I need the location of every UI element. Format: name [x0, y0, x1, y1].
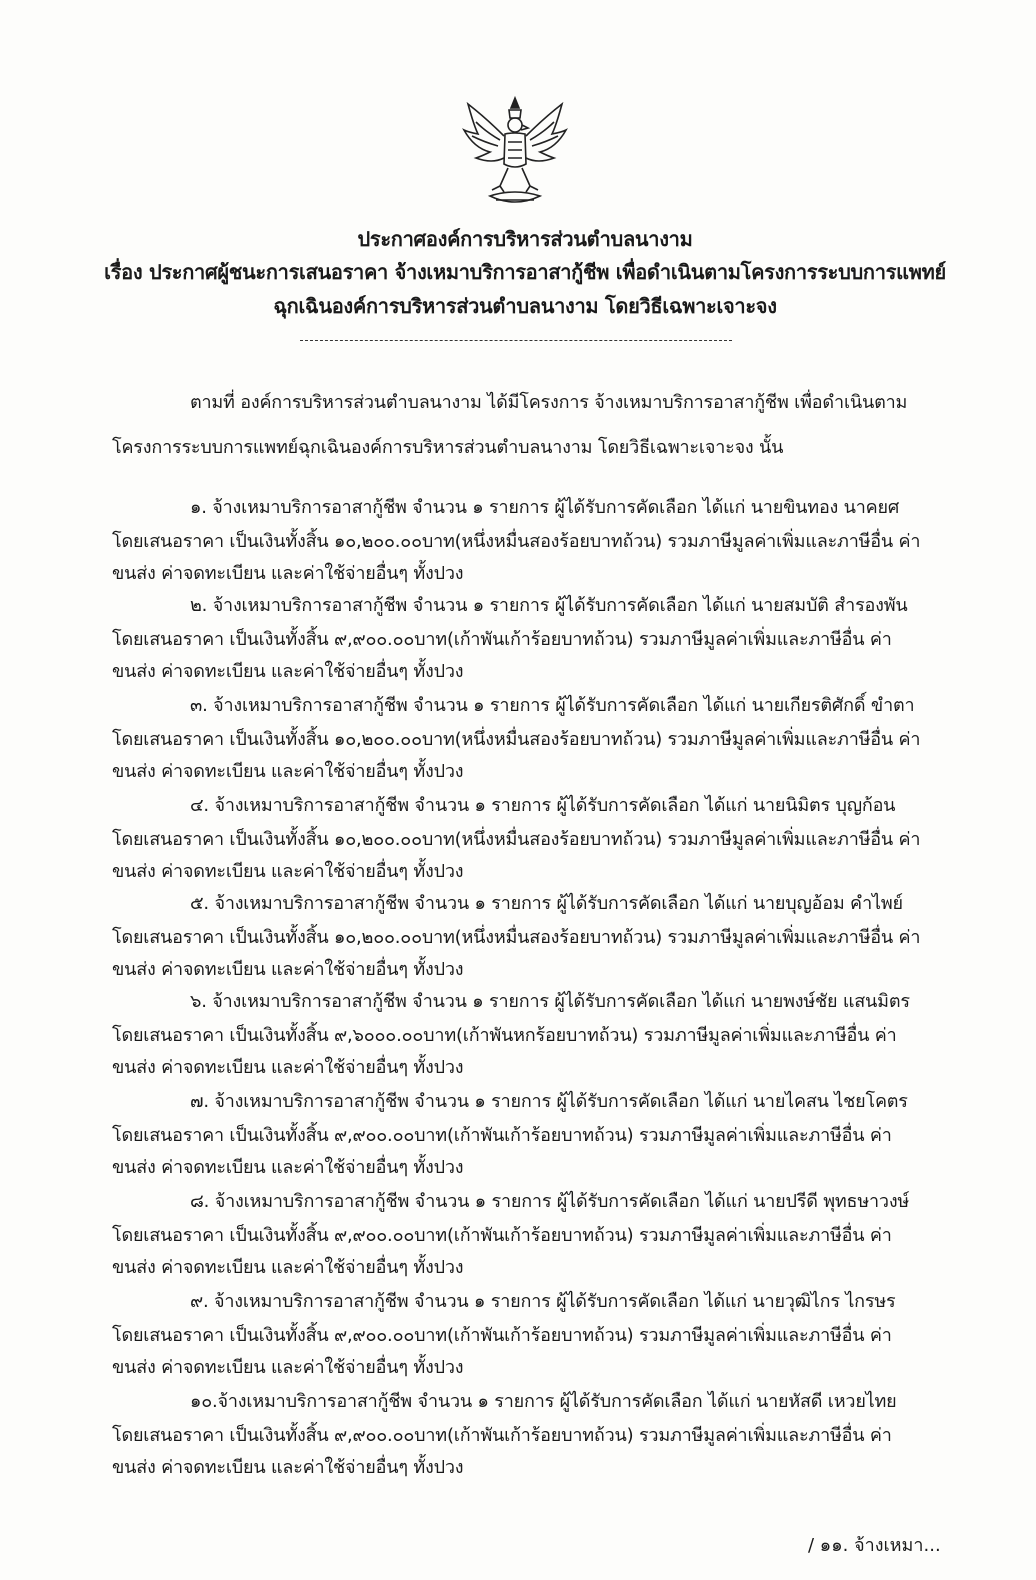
- item-line: ขนส่ง ค่าจดทะเบียน และค่าใช้จ่ายอื่นๆ ทั้งปวง: [112, 761, 464, 782]
- item-line: โดยเสนอราคา เป็นเงินทั้งสิ้น ๑๐,๒๐๐.๐๐บาท(หนึ่งหมื่นสองร้อยบาทถ้วน) รวมภาษีมูลค่าเพิ่มและภาษีอื่น ค่า: [112, 829, 921, 850]
- item-line: โดยเสนอราคา เป็นเงินทั้งสิ้น ๙,๖๐๐๐.๐๐บาท(เก้าพันหกร้อยบาทถ้วน) รวมภาษีมูลค่าเพิ่มและภาษีอื่น ค่า: [112, 1025, 897, 1046]
- item-line: ๙. จ้างเหมาบริการอาสากู้ชีพ จำนวน ๑ รายการ ผู้ได้รับการคัดเลือก ได้แก่ นายวุฒิไกร ไกรษร: [190, 1291, 896, 1312]
- intro-line: โครงการระบบการแพทย์ฉุกเฉินองค์การบริหารส่วนตำบลนางาม โดยวิธีเฉพาะเจาะจง นั้น: [112, 437, 784, 458]
- header-divider: [300, 340, 732, 341]
- item-line: ๕. จ้างเหมาบริการอาสากู้ชีพ จำนวน ๑ รายการ ผู้ได้รับการคัดเลือก ได้แก่ นายบุญอ้อม คำไพย์: [190, 893, 903, 914]
- item-line: ขนส่ง ค่าจดทะเบียน และค่าใช้จ่ายอื่นๆ ทั้งปวง: [112, 563, 464, 584]
- announcement-subject: เรื่อง ประกาศผู้ชนะการเสนอราคา จ้างเหมาบริการอาสากู้ชีพ เพื่อดำเนินตามโครงการระบบการแพทย์: [104, 260, 946, 284]
- item-line: โดยเสนอราคา เป็นเงินทั้งสิ้น ๙,๙๐๐.๐๐บาท(เก้าพันเก้าร้อยบาทถ้วน) รวมภาษีมูลค่าเพิ่มและภาษีอื่น ค่า: [112, 1125, 892, 1146]
- item-line: ๖. จ้างเหมาบริการอาสากู้ชีพ จำนวน ๑ รายการ ผู้ได้รับการคัดเลือก ได้แก่ นายพงษ์ชัย แสนมิตร: [190, 991, 910, 1012]
- item-line: โดยเสนอราคา เป็นเงินทั้งสิ้น ๑๐,๒๐๐.๐๐บาท(หนึ่งหมื่นสองร้อยบาทถ้วน) รวมภาษีมูลค่าเพิ่มและภาษีอื่น ค่า: [112, 927, 921, 948]
- item-line: โดยเสนอราคา เป็นเงินทั้งสิ้น ๑๐,๒๐๐.๐๐บาท(หนึ่งหมื่นสองร้อยบาทถ้วน) รวมภาษีมูลค่าเพิ่มและภาษีอื่น ค่า: [112, 531, 921, 552]
- continuation-note: / ๑๑. จ้างเหมา...: [808, 1535, 941, 1556]
- item-line: ขนส่ง ค่าจดทะเบียน และค่าใช้จ่ายอื่นๆ ทั้งปวง: [112, 1257, 464, 1278]
- intro-line: ตามที่ องค์การบริหารส่วนตำบลนางาม ได้มีโครงการ จ้างเหมาบริการอาสากู้ชีพ เพื่อดำเนินตาม: [190, 392, 908, 413]
- item-line: โดยเสนอราคา เป็นเงินทั้งสิ้น ๙,๙๐๐.๐๐บาท(เก้าพันเก้าร้อยบาทถ้วน) รวมภาษีมูลค่าเพิ่มและภาษีอื่น ค่า: [112, 1325, 892, 1346]
- item-line: ๑๐.จ้างเหมาบริการอาสากู้ชีพ จำนวน ๑ รายการ ผู้ได้รับการคัดเลือก ได้แก่ นายหัสดี เหวยไทย: [190, 1391, 897, 1412]
- item-line: โดยเสนอราคา เป็นเงินทั้งสิ้น ๙,๙๐๐.๐๐บาท(เก้าพันเก้าร้อยบาทถ้วน) รวมภาษีมูลค่าเพิ่มและภาษีอื่น ค่า: [112, 629, 892, 650]
- item-line: ๘. จ้างเหมาบริการอาสากู้ชีพ จำนวน ๑ รายการ ผู้ได้รับการคัดเลือก ได้แก่ นายปรีดี พุทธษาวงษ์: [190, 1191, 910, 1212]
- announcement-subject-continued: ฉุกเฉินองค์การบริหารส่วนตำบลนางาม โดยวิธีเฉพาะเจาะจง: [273, 294, 777, 318]
- item-line: โดยเสนอราคา เป็นเงินทั้งสิ้น ๙,๙๐๐.๐๐บาท(เก้าพันเก้าร้อยบาทถ้วน) รวมภาษีมูลค่าเพิ่มและภาษีอื่น ค่า: [112, 1225, 892, 1246]
- item-line: ขนส่ง ค่าจดทะเบียน และค่าใช้จ่ายอื่นๆ ทั้งปวง: [112, 1057, 464, 1078]
- item-line: ขนส่ง ค่าจดทะเบียน และค่าใช้จ่ายอื่นๆ ทั้งปวง: [112, 1157, 464, 1178]
- item-line: โดยเสนอราคา เป็นเงินทั้งสิ้น ๙,๙๐๐.๐๐บาท(เก้าพันเก้าร้อยบาทถ้วน) รวมภาษีมูลค่าเพิ่มและภาษีอื่น ค่า: [112, 1425, 892, 1446]
- item-line: ๑. จ้างเหมาบริการอาสากู้ชีพ จำนวน ๑ รายการ ผู้ได้รับการคัดเลือก ได้แก่ นายขินทอง นาคยศ: [190, 497, 900, 518]
- item-line: ขนส่ง ค่าจดทะเบียน และค่าใช้จ่ายอื่นๆ ทั้งปวง: [112, 1457, 464, 1478]
- item-line: ๒. จ้างเหมาบริการอาสากู้ชีพ จำนวน ๑ รายการ ผู้ได้รับการคัดเลือก ได้แก่ นายสมบัติ สำรองพัน: [190, 595, 908, 616]
- item-line: โดยเสนอราคา เป็นเงินทั้งสิ้น ๑๐,๒๐๐.๐๐บาท(หนึ่งหมื่นสองร้อยบาทถ้วน) รวมภาษีมูลค่าเพิ่มและภาษีอื่น ค่า: [112, 729, 921, 750]
- item-line: ขนส่ง ค่าจดทะเบียน และค่าใช้จ่ายอื่นๆ ทั้งปวง: [112, 861, 464, 882]
- item-line: ขนส่ง ค่าจดทะเบียน และค่าใช้จ่ายอื่นๆ ทั้งปวง: [112, 959, 464, 980]
- item-line: ๔. จ้างเหมาบริการอาสากู้ชีพ จำนวน ๑ รายการ ผู้ได้รับการคัดเลือก ได้แก่ นายนิมิตร บุญก้อน: [190, 795, 896, 816]
- item-line: ๓. จ้างเหมาบริการอาสากู้ชีพ จำนวน ๑ รายการ ผู้ได้รับการคัดเลือก ได้แก่ นายเกียรติศักดิ์ ขำตา: [190, 695, 915, 716]
- item-line: ๗. จ้างเหมาบริการอาสากู้ชีพ จำนวน ๑ รายการ ผู้ได้รับการคัดเลือก ได้แก่ นายไคสน ไชยโคตร: [190, 1091, 908, 1112]
- item-line: ขนส่ง ค่าจดทะเบียน และค่าใช้จ่ายอื่นๆ ทั้งปวง: [112, 1357, 464, 1378]
- garuda-emblem-icon: [460, 92, 570, 212]
- announcement-title: ประกาศองค์การบริหารส่วนตำบลนางาม: [357, 227, 693, 251]
- item-line: ขนส่ง ค่าจดทะเบียน และค่าใช้จ่ายอื่นๆ ทั้งปวง: [112, 661, 464, 682]
